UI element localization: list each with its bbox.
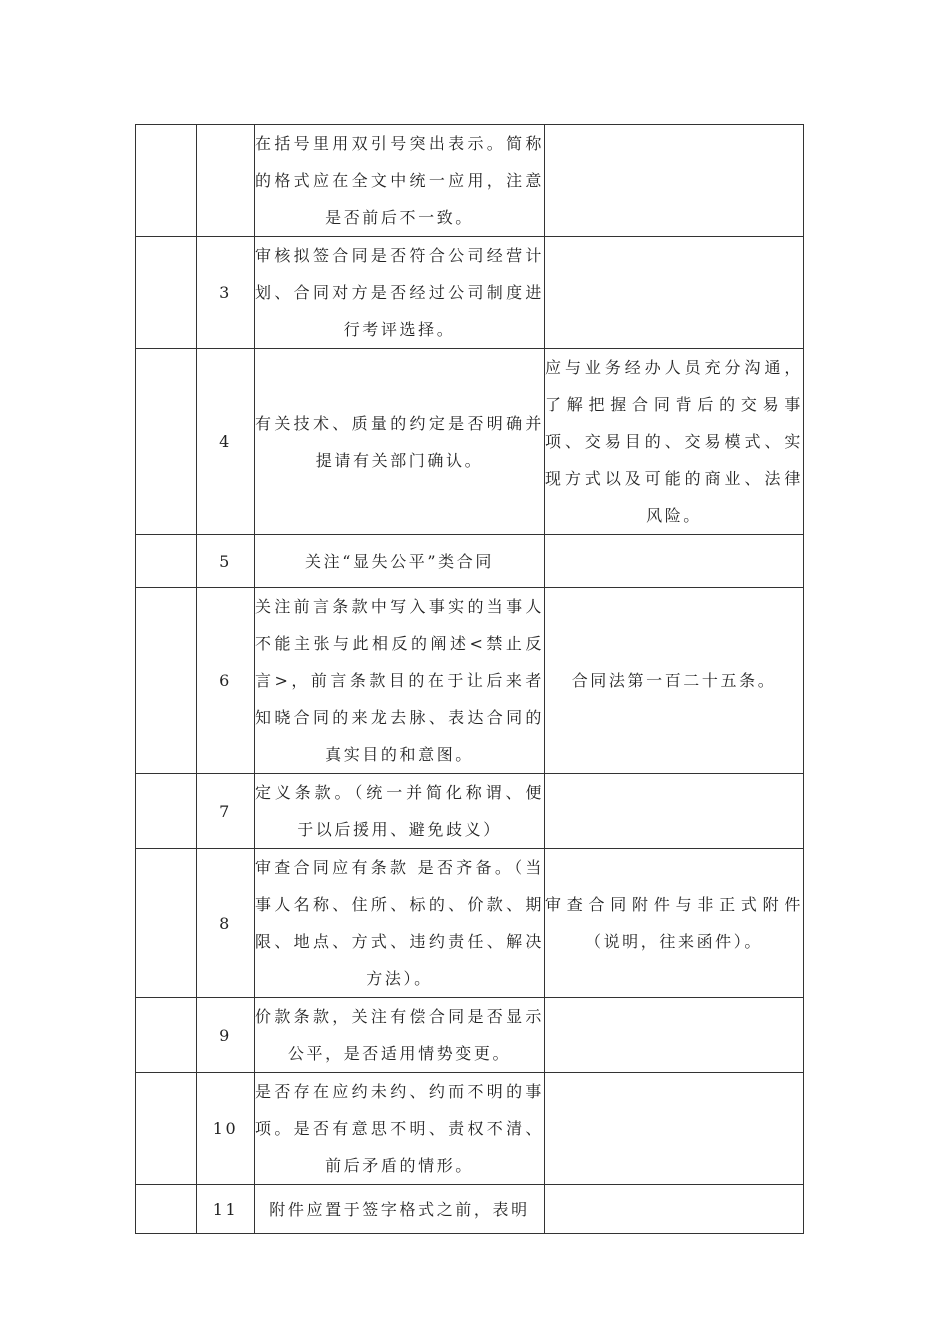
table-row — [136, 125, 804, 237]
row-number — [197, 125, 255, 237]
row-number: 9 — [197, 998, 255, 1073]
review-note — [545, 125, 804, 237]
table-row — [136, 998, 804, 1073]
row-number: 11 — [197, 1185, 255, 1234]
blank-cell — [136, 998, 197, 1073]
row-number: 7 — [197, 774, 255, 849]
row-number: 3 — [197, 237, 255, 349]
table-row — [136, 774, 804, 849]
table-row — [136, 1073, 804, 1185]
table-row — [136, 349, 804, 535]
row-number: 8 — [197, 849, 255, 998]
table-row — [136, 588, 804, 774]
review-item: 审查合同应有条款 是否齐备。（当事人名称、住所、标的、价款、期限、地点、方式、违约责任、解决方法）。 — [255, 849, 545, 998]
blank-cell — [136, 237, 197, 349]
review-item: 在括号里用双引号突出表示。简称的格式应在全文中统一应用，注意是否前后不一致。 — [255, 125, 545, 237]
row-number: 4 — [197, 349, 255, 535]
row-number: 5 — [197, 535, 255, 588]
review-note — [545, 998, 804, 1073]
table-row — [136, 1185, 804, 1234]
review-note — [545, 237, 804, 349]
review-item: 关注“显失公平”类合同 — [255, 535, 545, 588]
review-table — [135, 124, 804, 1234]
review-note: 应与业务经办人员充分沟通，了解把握合同背后的交易事项、交易目的、交易模式、实现方式以及可能的商业、法律风险。 — [545, 349, 804, 535]
table-row — [136, 237, 804, 349]
review-note — [545, 1185, 804, 1234]
blank-cell — [136, 588, 197, 774]
review-item: 定义条款。（统一并简化称谓、便于以后援用、避免歧义） — [255, 774, 545, 849]
blank-cell — [136, 349, 197, 535]
review-item: 有关技术、质量的约定是否明确并提请有关部门确认。 — [255, 349, 545, 535]
blank-cell — [136, 1185, 197, 1234]
blank-cell — [136, 535, 197, 588]
review-item: 关注前言条款中写入事实的当事人不能主张与此相反的阐述<禁止反言>，前言条款目的在于让后来者知晓合同的来龙去脉、表达合同的真实目的和意图。 — [255, 588, 545, 774]
row-number: 10 — [197, 1073, 255, 1185]
review-item: 附件应置于签字格式之前，表明 — [255, 1185, 545, 1234]
row-number: 6 — [197, 588, 255, 774]
review-note — [545, 1073, 804, 1185]
review-note: 审查合同附件与非正式附件（说明，往来函件）。 — [545, 849, 804, 998]
review-item: 价款条款，关注有偿合同是否显示公平，是否适用情势变更。 — [255, 998, 545, 1073]
table-row — [136, 849, 804, 998]
review-note: 合同法第一百二十五条。 — [545, 588, 804, 774]
review-note — [545, 535, 804, 588]
table-row — [136, 535, 804, 588]
blank-cell — [136, 125, 197, 237]
review-item: 是否存在应约未约、约而不明的事项。是否有意思不明、责权不清、前后矛盾的情形。 — [255, 1073, 545, 1185]
review-note — [545, 774, 804, 849]
review-item: 审核拟签合同是否符合公司经营计划、合同对方是否经过公司制度进行考评选择。 — [255, 237, 545, 349]
blank-cell — [136, 774, 197, 849]
blank-cell — [136, 849, 197, 998]
blank-cell — [136, 1073, 197, 1185]
